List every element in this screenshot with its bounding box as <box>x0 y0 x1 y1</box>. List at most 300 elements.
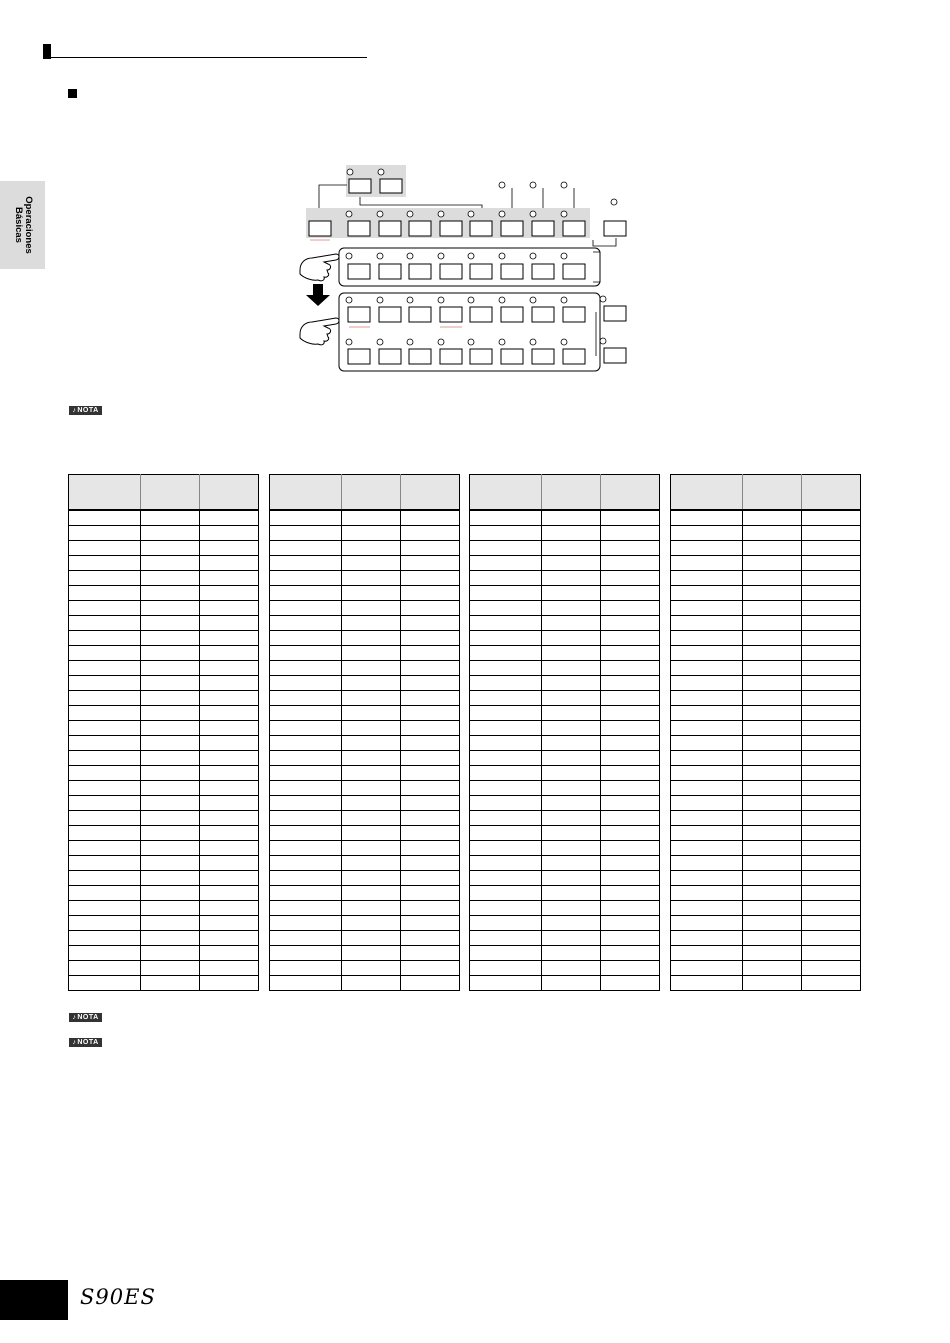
table-cell <box>270 691 342 706</box>
table-cell <box>69 841 141 856</box>
table-cell <box>470 646 542 661</box>
table-cell <box>342 886 401 901</box>
table-cell <box>141 556 200 571</box>
table-cell <box>141 871 200 886</box>
table-cell <box>270 946 342 961</box>
table-cell <box>743 721 802 736</box>
table-cell <box>342 510 401 526</box>
table-cell <box>802 510 861 526</box>
table-cell <box>200 571 259 586</box>
table-row <box>270 841 460 856</box>
table-cell <box>200 976 259 991</box>
voice-table-2 <box>269 474 460 991</box>
table-cell <box>141 676 200 691</box>
table-cell <box>802 766 861 781</box>
table-cell <box>542 736 601 751</box>
table-row <box>69 976 259 991</box>
table-cell <box>342 961 401 976</box>
table-row <box>470 586 660 601</box>
panel-diagram <box>290 160 640 380</box>
table-cell <box>141 616 200 631</box>
table-row <box>69 631 259 646</box>
table-cell <box>401 601 460 616</box>
table-header-cell <box>270 475 342 511</box>
table-cell <box>200 736 259 751</box>
table-row <box>69 676 259 691</box>
table-row <box>671 961 861 976</box>
table-cell <box>270 661 342 676</box>
table-cell <box>802 706 861 721</box>
table-cell <box>270 721 342 736</box>
table-cell <box>200 616 259 631</box>
panel-button <box>380 179 402 193</box>
table-cell <box>743 661 802 676</box>
table-cell <box>200 646 259 661</box>
table-cell <box>69 856 141 871</box>
table-cell <box>141 661 200 676</box>
panel-button <box>604 221 626 236</box>
table-cell <box>141 931 200 946</box>
table-cell <box>542 751 601 766</box>
table-cell <box>401 571 460 586</box>
table-cell <box>270 676 342 691</box>
table-cell <box>743 706 802 721</box>
table-row <box>671 646 861 661</box>
table-cell <box>69 676 141 691</box>
table-cell <box>671 961 743 976</box>
table-cell <box>200 796 259 811</box>
table-cell <box>601 886 660 901</box>
table-cell <box>542 510 601 526</box>
table-cell <box>542 961 601 976</box>
table-cell <box>69 586 141 601</box>
table-row <box>470 766 660 781</box>
table-row <box>69 841 259 856</box>
table-header-row <box>69 475 259 511</box>
table-cell <box>802 751 861 766</box>
table-cell <box>401 556 460 571</box>
table-cell <box>671 766 743 781</box>
table-row <box>470 826 660 841</box>
table-row <box>470 976 660 991</box>
table-row <box>270 766 460 781</box>
table-row <box>270 826 460 841</box>
table-cell <box>601 901 660 916</box>
table-row <box>671 841 861 856</box>
table-row <box>671 931 861 946</box>
panel-button <box>349 179 371 193</box>
table-cell <box>270 871 342 886</box>
table-row <box>270 571 460 586</box>
table-header-cell <box>141 475 200 511</box>
table-cell <box>200 961 259 976</box>
table-row <box>671 586 861 601</box>
table-cell <box>743 526 802 541</box>
table-cell <box>401 841 460 856</box>
table-cell <box>542 841 601 856</box>
table-cell <box>342 601 401 616</box>
table-cell <box>200 691 259 706</box>
table-cell <box>141 751 200 766</box>
table-row <box>470 541 660 556</box>
table-row <box>69 811 259 826</box>
table-cell <box>401 661 460 676</box>
table-cell <box>342 856 401 871</box>
table-cell <box>69 916 141 931</box>
table-cell <box>270 961 342 976</box>
table-cell <box>802 691 861 706</box>
table-cell <box>743 601 802 616</box>
table-cell <box>342 901 401 916</box>
table-cell <box>601 721 660 736</box>
table-cell <box>743 751 802 766</box>
table-cell <box>270 586 342 601</box>
table-cell <box>802 541 861 556</box>
table-cell <box>342 811 401 826</box>
table-cell <box>270 781 342 796</box>
table-cell <box>470 541 542 556</box>
table-row <box>69 691 259 706</box>
table-cell <box>802 976 861 991</box>
table-cell <box>671 556 743 571</box>
table-cell <box>671 856 743 871</box>
table-cell <box>743 871 802 886</box>
table-cell <box>342 646 401 661</box>
table-cell <box>802 721 861 736</box>
table-cell <box>69 976 141 991</box>
table-row <box>671 781 861 796</box>
table-row <box>69 661 259 676</box>
table-cell <box>401 736 460 751</box>
table-row <box>470 571 660 586</box>
table-cell <box>141 811 200 826</box>
table-cell <box>470 556 542 571</box>
table-cell <box>601 736 660 751</box>
table-cell <box>601 541 660 556</box>
table-cell <box>470 961 542 976</box>
table-cell <box>200 841 259 856</box>
table-cell <box>69 646 141 661</box>
table-row <box>69 961 259 976</box>
table-cell <box>542 556 601 571</box>
table-row <box>671 751 861 766</box>
table-cell <box>542 526 601 541</box>
table-cell <box>141 976 200 991</box>
table-cell <box>342 976 401 991</box>
table-cell <box>671 826 743 841</box>
table-row <box>270 736 460 751</box>
table-cell <box>401 541 460 556</box>
led <box>499 182 505 188</box>
table-row <box>69 901 259 916</box>
table-row <box>69 856 259 871</box>
table-cell <box>601 871 660 886</box>
table-cell <box>270 931 342 946</box>
table-cell <box>401 646 460 661</box>
table-cell <box>69 811 141 826</box>
table-cell <box>601 796 660 811</box>
table-cell <box>743 510 802 526</box>
table-row <box>671 556 861 571</box>
table-row <box>671 856 861 871</box>
led <box>347 169 353 175</box>
table-cell <box>141 736 200 751</box>
led <box>611 199 617 205</box>
table-row <box>470 526 660 541</box>
table-cell <box>470 946 542 961</box>
pointing-hand-icon <box>300 318 339 345</box>
table-cell <box>671 871 743 886</box>
table-cell <box>601 601 660 616</box>
table-cell <box>200 510 259 526</box>
table-cell <box>200 811 259 826</box>
table-row <box>671 901 861 916</box>
table-cell <box>671 646 743 661</box>
table-cell <box>743 616 802 631</box>
table-row <box>270 976 460 991</box>
table-cell <box>802 661 861 676</box>
table-header-row <box>671 475 861 511</box>
table-cell <box>401 931 460 946</box>
table-row <box>270 541 460 556</box>
table-cell <box>270 556 342 571</box>
table-cell <box>200 916 259 931</box>
table-cell <box>601 856 660 871</box>
table-cell <box>601 766 660 781</box>
table-cell <box>743 931 802 946</box>
table-cell <box>671 691 743 706</box>
table-row <box>671 541 861 556</box>
page-number-block <box>0 1280 68 1320</box>
table-cell <box>342 736 401 751</box>
table-row <box>671 601 861 616</box>
table-cell <box>542 571 601 586</box>
table-row <box>671 811 861 826</box>
table-cell <box>342 751 401 766</box>
table-cell <box>802 961 861 976</box>
table-cell <box>342 586 401 601</box>
table-cell <box>671 976 743 991</box>
table-cell <box>671 916 743 931</box>
table-cell <box>342 946 401 961</box>
table-cell <box>542 901 601 916</box>
table-row <box>671 691 861 706</box>
section-heading-marker <box>68 89 77 98</box>
table-cell <box>69 616 141 631</box>
pointing-hand-icon <box>300 254 339 281</box>
table-cell <box>743 946 802 961</box>
table-row <box>470 556 660 571</box>
table-row <box>69 766 259 781</box>
table-cell <box>69 886 141 901</box>
table-header-cell <box>542 475 601 511</box>
table-cell <box>69 781 141 796</box>
table-cell <box>470 736 542 751</box>
table-cell <box>542 721 601 736</box>
table-cell <box>470 856 542 871</box>
table-cell <box>270 571 342 586</box>
table-header-row <box>270 475 460 511</box>
table-row <box>671 796 861 811</box>
table-cell <box>470 916 542 931</box>
table-cell <box>470 616 542 631</box>
table-cell <box>200 661 259 676</box>
table-cell <box>542 871 601 886</box>
table-cell <box>141 886 200 901</box>
table-row <box>270 526 460 541</box>
table-header-row <box>470 475 660 511</box>
table-cell <box>401 616 460 631</box>
table-row <box>270 721 460 736</box>
side-tab-label-line1: Operaciones <box>23 196 34 254</box>
table-cell <box>470 781 542 796</box>
table-cell <box>69 556 141 571</box>
table-cell <box>401 691 460 706</box>
table-cell <box>601 646 660 661</box>
table-cell <box>470 721 542 736</box>
table-cell <box>342 871 401 886</box>
table-header-cell <box>601 475 660 511</box>
table-row <box>671 526 861 541</box>
panel-button <box>604 306 626 321</box>
table-row <box>470 796 660 811</box>
table-cell <box>141 796 200 811</box>
note-badge: ♪ NOTA <box>69 1013 102 1022</box>
table-cell <box>470 706 542 721</box>
table-row <box>470 510 660 526</box>
table-cell <box>470 586 542 601</box>
table-cell <box>69 826 141 841</box>
table-cell <box>671 781 743 796</box>
table-cell <box>601 826 660 841</box>
table-cell <box>342 766 401 781</box>
table-cell <box>270 916 342 931</box>
table-cell <box>342 676 401 691</box>
table-cell <box>401 676 460 691</box>
table-cell <box>270 601 342 616</box>
table-cell <box>671 586 743 601</box>
table-cell <box>671 796 743 811</box>
led <box>561 182 567 188</box>
table-cell <box>401 886 460 901</box>
product-logo: S90ES <box>80 1285 156 1309</box>
table-cell <box>743 736 802 751</box>
table-cell <box>200 871 259 886</box>
table-cell <box>69 766 141 781</box>
table-cell <box>401 946 460 961</box>
table-row <box>470 781 660 796</box>
panel-button <box>309 221 331 236</box>
table-cell <box>470 571 542 586</box>
table-cell <box>141 916 200 931</box>
table-cell <box>743 541 802 556</box>
table-cell <box>200 601 259 616</box>
table-cell <box>671 706 743 721</box>
table-cell <box>342 691 401 706</box>
table-cell <box>601 841 660 856</box>
table-cell <box>542 931 601 946</box>
table-cell <box>401 526 460 541</box>
table-cell <box>542 706 601 721</box>
table-cell <box>671 676 743 691</box>
table-cell <box>470 751 542 766</box>
table-cell <box>802 526 861 541</box>
voice-table-4 <box>670 474 861 991</box>
table-cell <box>270 886 342 901</box>
table-cell <box>743 901 802 916</box>
table-cell <box>141 901 200 916</box>
table-cell <box>200 586 259 601</box>
table-cell <box>802 826 861 841</box>
table-cell <box>743 916 802 931</box>
table-row <box>470 856 660 871</box>
table-cell <box>802 841 861 856</box>
table-cell <box>542 916 601 931</box>
table-cell <box>200 946 259 961</box>
table-row <box>69 781 259 796</box>
table-row <box>671 721 861 736</box>
table-cell <box>601 556 660 571</box>
table-cell <box>671 931 743 946</box>
table-row <box>470 916 660 931</box>
table-row <box>470 601 660 616</box>
table-row <box>470 946 660 961</box>
table-row <box>270 691 460 706</box>
table-cell <box>401 781 460 796</box>
table-row <box>671 661 861 676</box>
table-cell <box>342 556 401 571</box>
table-cell <box>270 631 342 646</box>
table-cell <box>542 946 601 961</box>
panel-button <box>604 348 626 363</box>
table-row <box>270 796 460 811</box>
table-row <box>470 901 660 916</box>
table-cell <box>141 961 200 976</box>
table-row <box>671 871 861 886</box>
table-cell <box>470 691 542 706</box>
table-cell <box>671 811 743 826</box>
table-row <box>270 751 460 766</box>
table-cell <box>470 826 542 841</box>
table-row <box>470 646 660 661</box>
table-cell <box>401 510 460 526</box>
table-row <box>270 631 460 646</box>
table-cell <box>802 856 861 871</box>
table-cell <box>802 931 861 946</box>
table-cell <box>743 826 802 841</box>
table-cell <box>141 766 200 781</box>
table-row <box>470 736 660 751</box>
table-header-cell <box>470 475 542 511</box>
table-cell <box>601 510 660 526</box>
table-row <box>270 616 460 631</box>
table-cell <box>342 721 401 736</box>
table-cell <box>601 691 660 706</box>
table-row <box>470 691 660 706</box>
table-cell <box>542 646 601 661</box>
table-cell <box>470 526 542 541</box>
table-cell <box>671 526 743 541</box>
table-row <box>270 646 460 661</box>
table-row <box>270 931 460 946</box>
table-cell <box>671 841 743 856</box>
table-cell <box>342 706 401 721</box>
table-cell <box>601 916 660 931</box>
table-cell <box>401 631 460 646</box>
table-cell <box>200 766 259 781</box>
table-cell <box>342 571 401 586</box>
table-cell <box>342 826 401 841</box>
